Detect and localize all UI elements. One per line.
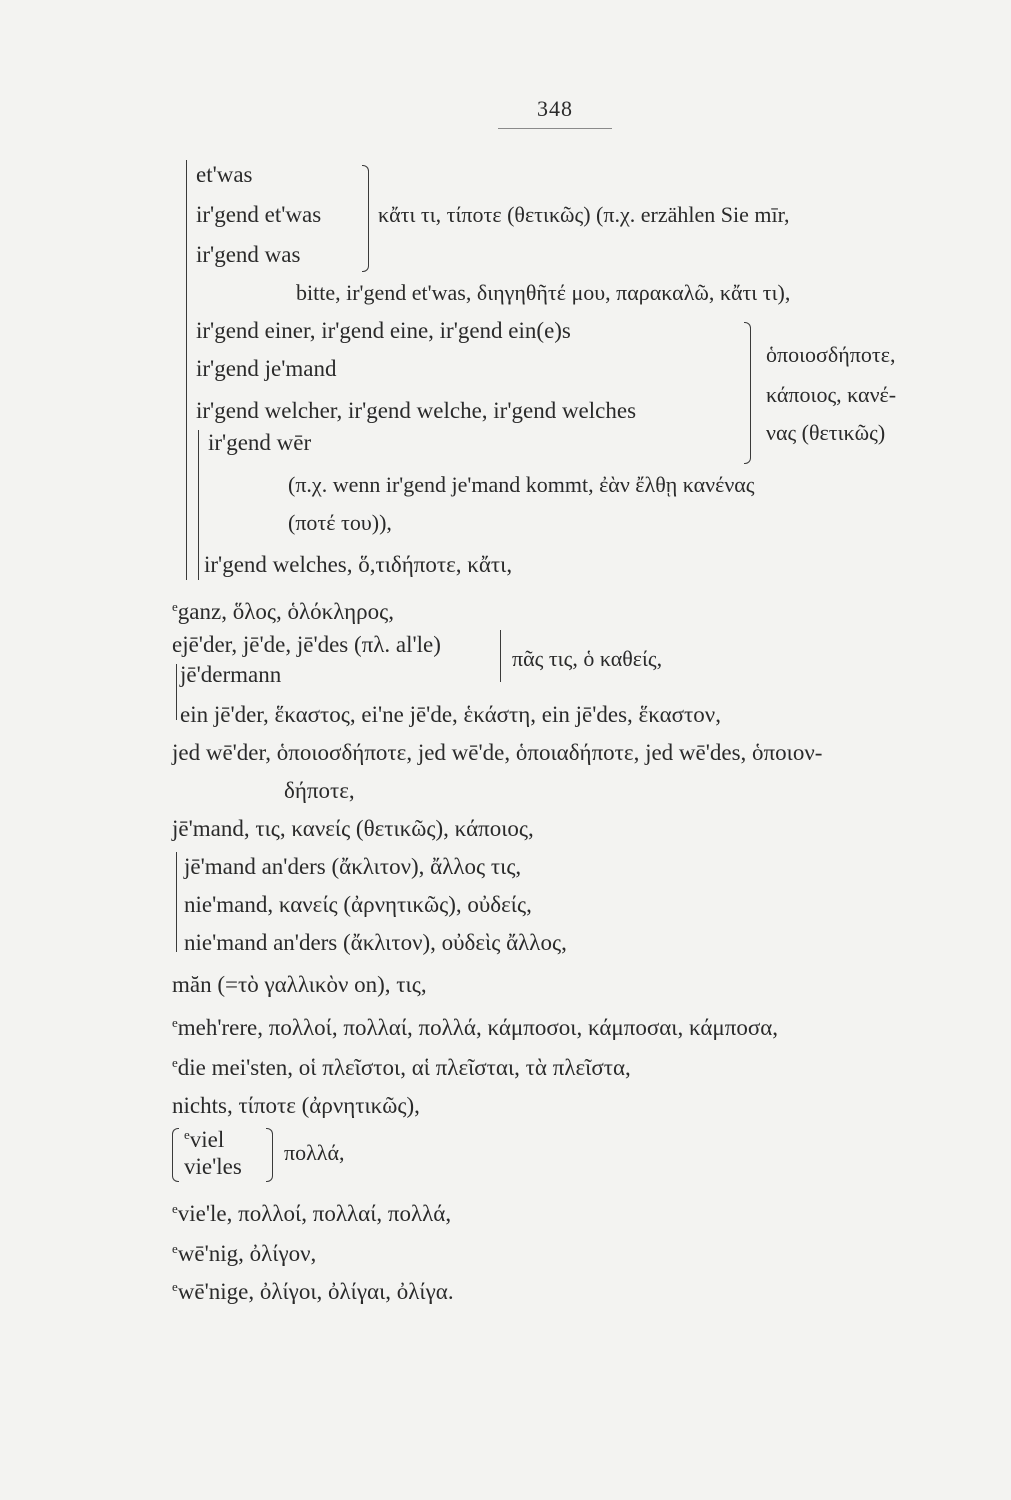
group1-gloss: κἄτι τι, τίποτε (θετικῶς) (π.χ. erzählen Sie mīr, xyxy=(378,202,790,227)
entry-jedermann: jē'dermann xyxy=(180,662,282,687)
group4-brace-right xyxy=(266,1128,273,1182)
entry-viel xyxy=(184,1120,224,1155)
entry-irgend-was: ir'gend was xyxy=(196,242,301,267)
entry-wenige xyxy=(172,1272,454,1307)
group2-brace xyxy=(744,322,751,464)
group2-inner-bracket xyxy=(198,430,199,580)
group2-gloss-line1: ὁποιοσδήποτε, xyxy=(766,342,896,367)
group1-brace xyxy=(362,165,369,272)
group2-last-line: ir'gend welches, ὅ,τιδήποτε, κἄτι, xyxy=(204,552,513,577)
entry-ein-jeder: ein jē'der, ἕκαστος, ei'ne jē'de, ἑκάστη, ein jē'des, ἕκαστον, xyxy=(180,702,721,727)
entry-jedweder-cont: δήποτε, xyxy=(284,778,355,803)
entry-etwas: et'was xyxy=(196,162,253,187)
group2-gloss-line3: νας (θετικῶς) xyxy=(766,420,886,445)
page-number-rule xyxy=(498,128,612,129)
entry-niemand-anders: nie'mand an'ders (ἄκλιτον), οὐδεὶς ἄλλος, xyxy=(184,930,567,955)
entry-man: măn (=τὸ γαλλικὸν on), τις, xyxy=(172,972,427,997)
entry-wenige-text: wē'nige, ὀλίγοι, ὀλίγαι, ὀλίγα. xyxy=(177,1279,454,1304)
entry-irgend-einer: ir'gend einer, ir'gend eine, ir'gend ein(e)s xyxy=(196,318,571,343)
entry-die-meisten-text: die mei'sten, οἱ πλεῖστοι, αἱ πλεῖσται, τὰ πλεῖστα, xyxy=(177,1055,631,1080)
entry-wenig-marker: e xyxy=(172,1241,178,1256)
entry-die-meisten-marker: e xyxy=(172,1055,178,1070)
entry-jemand-anders: jē'mand an'ders (ἄκλιτον), ἄλλος τις, xyxy=(184,854,522,879)
page-number: 348 xyxy=(537,96,573,121)
group3-bracket-right xyxy=(500,630,501,682)
group4-brace-left xyxy=(172,1128,179,1182)
outer-bracket xyxy=(186,160,187,580)
entry-viele-text: vie'le, πολλοί, πολλαί, πολλά, xyxy=(177,1201,452,1226)
group2-example-line1: (π.χ. wenn ir'gend je'mand kommt, ἐὰν ἔλθῃ κανένας xyxy=(288,472,755,497)
entry-viel-marker: e xyxy=(184,1127,190,1142)
entry-mehrere xyxy=(172,1008,778,1043)
group3-bracket-left xyxy=(176,664,177,720)
entry-jedweder: jed wē'der, ὁποιοσδήποτε, jed wē'de, ὁποιαδήποτε, jed wē'des, ὁποιον- xyxy=(172,740,823,765)
entry-mehrere-text: meh'rere, πολλοί, πολλαί, πολλά, κάμποσοι, κάμποσαι, κάμποσα, xyxy=(177,1015,779,1040)
group2-example-line2: (ποτέ του)), xyxy=(288,510,392,535)
group1-continuation: bitte, ir'gend et'was, διηγηθῆτέ μου, παρακαλῶ, κἄτι τι), xyxy=(296,280,791,305)
entry-ganz xyxy=(172,592,394,627)
entry-ganz-marker: e xyxy=(172,599,178,614)
entry-irgend-etwas: ir'gend et'was xyxy=(196,202,322,227)
entry-nichts xyxy=(172,1086,420,1121)
entry-die-meisten xyxy=(172,1048,631,1083)
entry-vieles: vie'les xyxy=(184,1154,242,1179)
entry-irgend-jemand: ir'gend je'mand xyxy=(196,356,337,381)
group3-gloss: πᾶς τις, ὁ καθείς, xyxy=(512,646,663,671)
entry-mehrere-marker: e xyxy=(172,1015,178,1030)
entry-viel-text: viel xyxy=(189,1127,225,1152)
entry-irgend-wer: ir'gend wēr xyxy=(208,430,312,455)
entry-jemand: jē'mand, τις, κανείς (θετικῶς), κάποιος, xyxy=(172,816,534,841)
entry-viele xyxy=(172,1194,451,1229)
entry-jeder: ejē'der, jē'de, jē'des (πλ. al'le) xyxy=(172,632,441,657)
entry-ganz-text: ganz, ὅλος, ὁλόκληρος, xyxy=(177,599,395,624)
entry-wenig xyxy=(172,1234,316,1269)
group4-gloss: πολλά, xyxy=(284,1140,345,1165)
entry-wenige-marker: e xyxy=(172,1279,178,1294)
entry-viele-marker: e xyxy=(172,1201,178,1216)
entry-nichts-text: nichts, τίποτε (ἀρνητικῶς), xyxy=(172,1093,420,1118)
group2-gloss-line2: κάποιος, κανέ- xyxy=(766,382,897,407)
entry-niemand: nie'mand, κανείς (ἀρνητικῶς), οὐδείς, xyxy=(184,892,532,917)
jemand-group-bracket xyxy=(176,852,177,952)
entry-irgend-welcher: ir'gend welcher, ir'gend welche, ir'gend welches xyxy=(196,398,637,423)
entry-wenig-text: wē'nig, ὀλίγον, xyxy=(177,1241,317,1266)
